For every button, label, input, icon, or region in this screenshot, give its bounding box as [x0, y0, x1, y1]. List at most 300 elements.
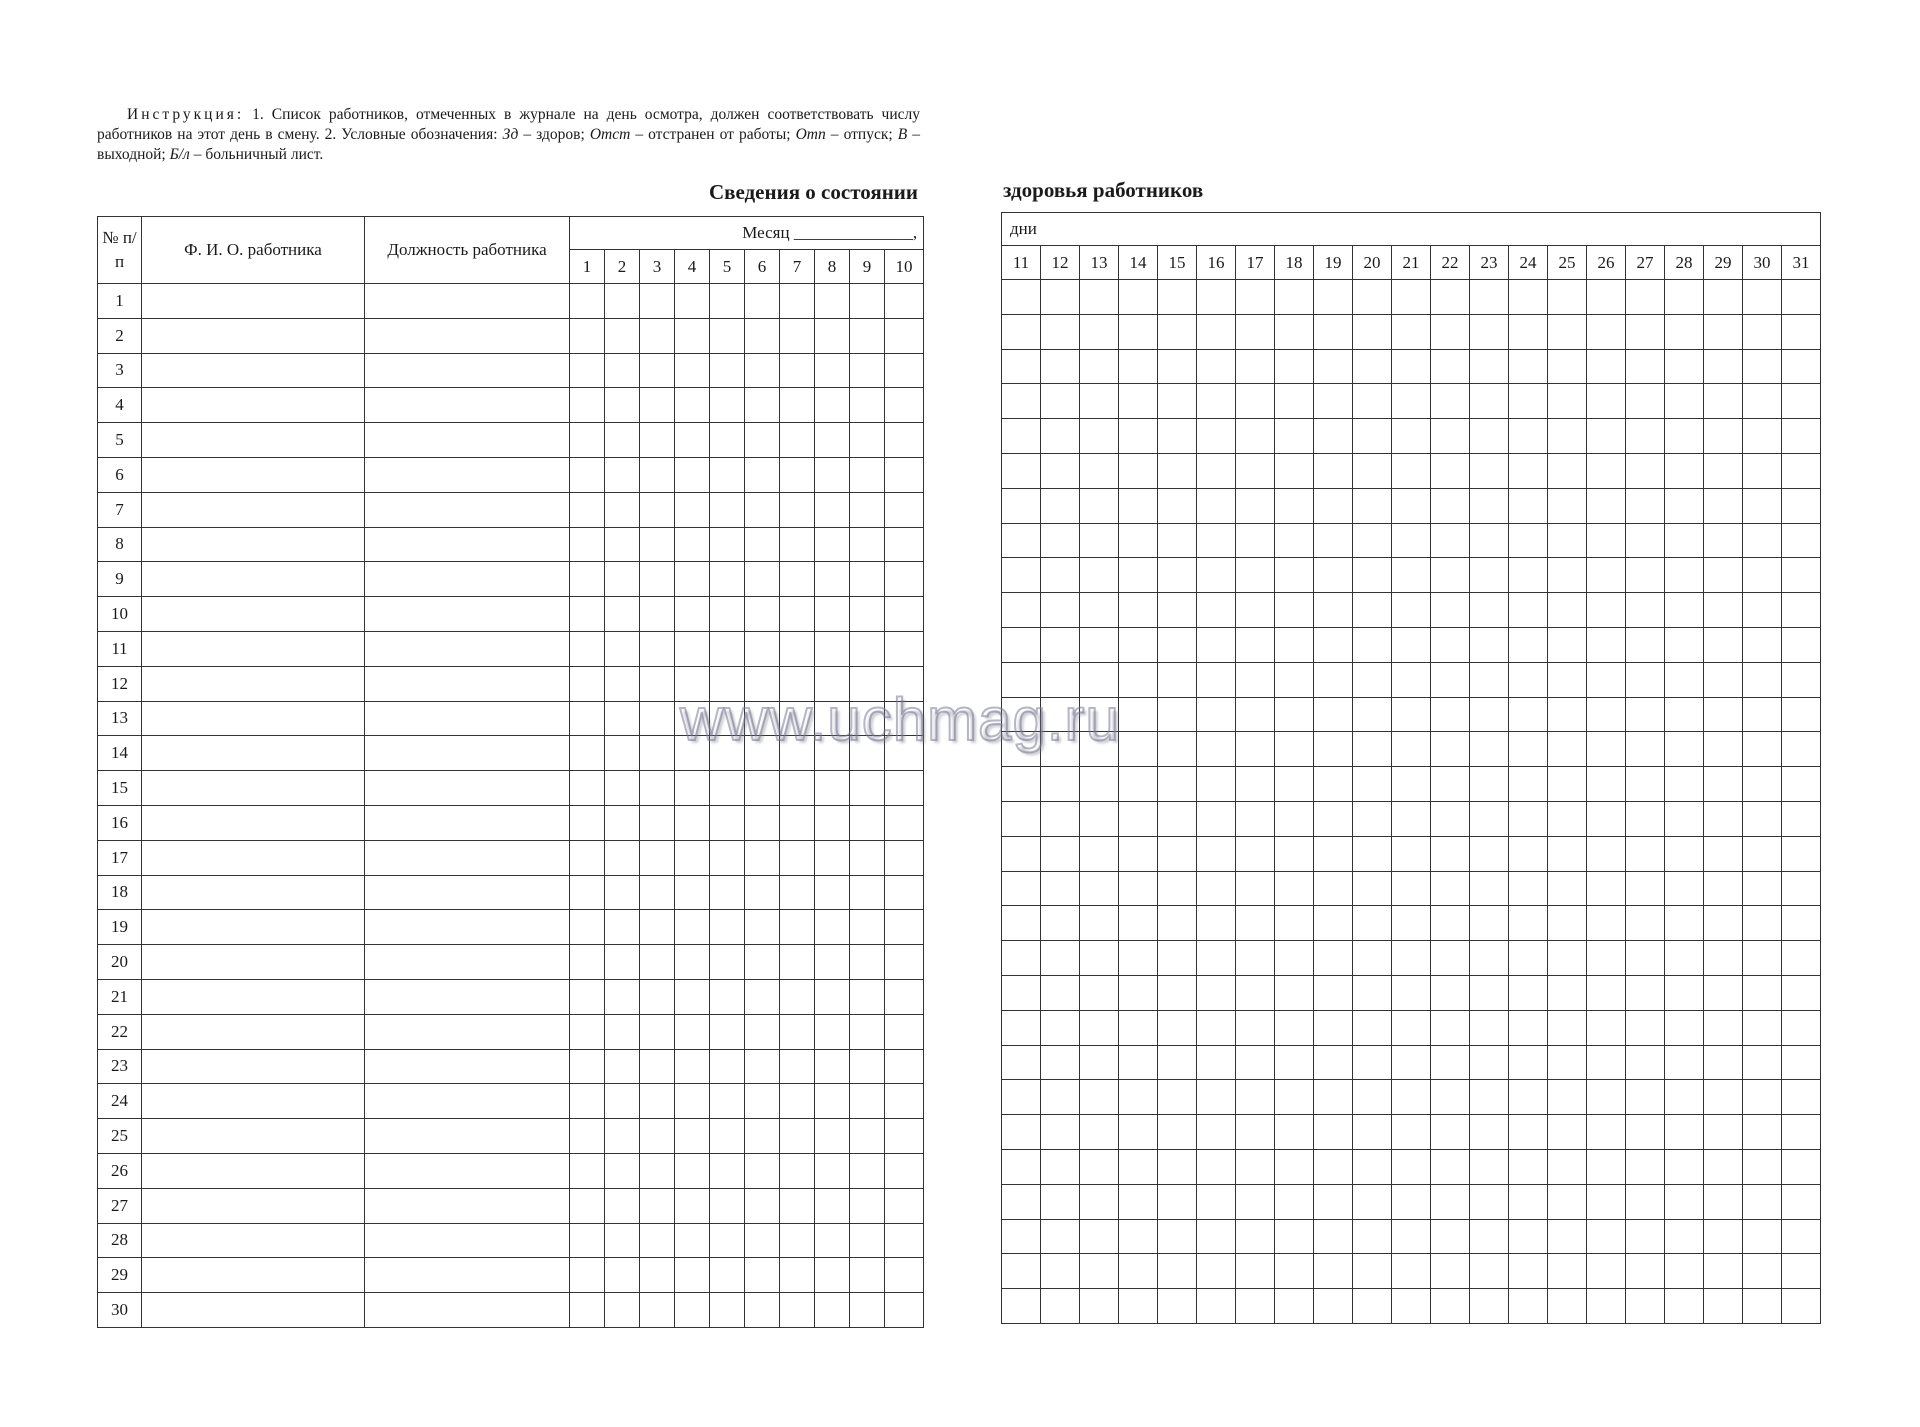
day-cell[interactable]	[640, 457, 675, 492]
day-cell[interactable]	[1275, 1080, 1314, 1115]
day-cell[interactable]	[1158, 558, 1197, 593]
day-cell[interactable]	[1275, 349, 1314, 384]
day-cell[interactable]	[605, 805, 640, 840]
day-cell[interactable]	[1743, 975, 1782, 1010]
day-cell[interactable]	[850, 979, 885, 1014]
day-cell[interactable]	[745, 945, 780, 980]
day-cell[interactable]	[605, 875, 640, 910]
day-cell[interactable]	[1197, 975, 1236, 1010]
day-cell[interactable]	[1197, 349, 1236, 384]
day-cell[interactable]	[885, 284, 924, 319]
day-cell[interactable]	[780, 1223, 815, 1258]
day-cell[interactable]	[1314, 1010, 1353, 1045]
day-cell[interactable]	[1743, 662, 1782, 697]
day-cell[interactable]	[745, 527, 780, 562]
day-cell[interactable]	[1275, 801, 1314, 836]
day-cell[interactable]	[1587, 697, 1626, 732]
day-cell[interactable]	[1743, 1080, 1782, 1115]
day-cell[interactable]	[1080, 801, 1119, 836]
day-cell[interactable]	[1314, 941, 1353, 976]
position-cell[interactable]	[365, 318, 570, 353]
day-cell[interactable]	[1158, 593, 1197, 628]
day-cell[interactable]	[640, 284, 675, 319]
day-cell[interactable]	[1197, 662, 1236, 697]
name-cell[interactable]	[142, 1188, 365, 1223]
day-cell[interactable]	[1392, 419, 1431, 454]
day-cell[interactable]	[1743, 1010, 1782, 1045]
day-cell[interactable]	[1704, 697, 1743, 732]
day-cell[interactable]	[1509, 419, 1548, 454]
day-cell[interactable]	[1158, 906, 1197, 941]
position-cell[interactable]	[365, 979, 570, 1014]
day-cell[interactable]	[815, 805, 850, 840]
day-cell[interactable]	[1431, 1045, 1470, 1080]
day-cell[interactable]	[1314, 1045, 1353, 1080]
day-cell[interactable]	[745, 457, 780, 492]
day-cell[interactable]	[1431, 1289, 1470, 1324]
day-cell[interactable]	[1236, 453, 1275, 488]
day-cell[interactable]	[1587, 1289, 1626, 1324]
day-cell[interactable]	[1626, 349, 1665, 384]
day-cell[interactable]	[1548, 1219, 1587, 1254]
day-cell[interactable]	[1119, 1289, 1158, 1324]
day-cell[interactable]	[1353, 1184, 1392, 1219]
day-cell[interactable]	[675, 1014, 710, 1049]
day-cell[interactable]	[850, 388, 885, 423]
day-cell[interactable]	[1236, 558, 1275, 593]
day-cell[interactable]	[1704, 1219, 1743, 1254]
day-cell[interactable]	[1119, 767, 1158, 802]
day-cell[interactable]	[850, 353, 885, 388]
day-cell[interactable]	[1509, 975, 1548, 1010]
day-cell[interactable]	[1626, 975, 1665, 1010]
day-cell[interactable]	[1275, 1045, 1314, 1080]
day-cell[interactable]	[885, 1153, 924, 1188]
day-cell[interactable]	[605, 1119, 640, 1154]
day-cell[interactable]	[1002, 593, 1041, 628]
day-cell[interactable]	[1275, 523, 1314, 558]
position-cell[interactable]	[365, 771, 570, 806]
day-cell[interactable]	[1431, 1080, 1470, 1115]
day-cell[interactable]	[1314, 627, 1353, 662]
day-cell[interactable]	[1080, 1115, 1119, 1150]
day-cell[interactable]	[640, 1084, 675, 1119]
day-cell[interactable]	[710, 945, 745, 980]
day-cell[interactable]	[1353, 1115, 1392, 1150]
day-cell[interactable]	[1587, 836, 1626, 871]
day-cell[interactable]	[1041, 941, 1080, 976]
day-cell[interactable]	[850, 1293, 885, 1328]
day-cell[interactable]	[745, 1258, 780, 1293]
day-cell[interactable]	[1041, 1219, 1080, 1254]
day-cell[interactable]	[1275, 1149, 1314, 1184]
day-cell[interactable]	[1158, 975, 1197, 1010]
day-cell[interactable]	[1782, 1045, 1821, 1080]
day-cell[interactable]	[1392, 941, 1431, 976]
day-cell[interactable]	[745, 318, 780, 353]
day-cell[interactable]	[1392, 1184, 1431, 1219]
day-cell[interactable]	[1626, 593, 1665, 628]
day-cell[interactable]	[675, 771, 710, 806]
day-cell[interactable]	[1626, 801, 1665, 836]
day-cell[interactable]	[850, 527, 885, 562]
day-cell[interactable]	[675, 492, 710, 527]
day-cell[interactable]	[710, 805, 745, 840]
day-cell[interactable]	[1080, 1149, 1119, 1184]
day-cell[interactable]	[1119, 1219, 1158, 1254]
day-cell[interactable]	[1431, 280, 1470, 315]
day-cell[interactable]	[1704, 1115, 1743, 1150]
day-cell[interactable]	[1587, 1149, 1626, 1184]
day-cell[interactable]	[1665, 1010, 1704, 1045]
day-cell[interactable]	[1665, 1149, 1704, 1184]
day-cell[interactable]	[1743, 941, 1782, 976]
day-cell[interactable]	[885, 945, 924, 980]
day-cell[interactable]	[710, 318, 745, 353]
day-cell[interactable]	[640, 805, 675, 840]
day-cell[interactable]	[1158, 801, 1197, 836]
day-cell[interactable]	[570, 631, 605, 666]
day-cell[interactable]	[1470, 1115, 1509, 1150]
day-cell[interactable]	[1041, 419, 1080, 454]
day-cell[interactable]	[1158, 523, 1197, 558]
day-cell[interactable]	[1626, 523, 1665, 558]
day-cell[interactable]	[1704, 767, 1743, 802]
day-cell[interactable]	[570, 736, 605, 771]
day-cell[interactable]	[1470, 523, 1509, 558]
day-cell[interactable]	[1509, 1289, 1548, 1324]
day-cell[interactable]	[1158, 384, 1197, 419]
day-cell[interactable]	[780, 527, 815, 562]
day-cell[interactable]	[1080, 314, 1119, 349]
day-cell[interactable]	[1314, 314, 1353, 349]
day-cell[interactable]	[1704, 627, 1743, 662]
name-cell[interactable]	[142, 771, 365, 806]
position-cell[interactable]	[365, 423, 570, 458]
day-cell[interactable]	[885, 1293, 924, 1328]
day-cell[interactable]	[1665, 488, 1704, 523]
day-cell[interactable]	[1743, 558, 1782, 593]
day-cell[interactable]	[1626, 1219, 1665, 1254]
day-cell[interactable]	[1197, 627, 1236, 662]
day-cell[interactable]	[1353, 975, 1392, 1010]
position-cell[interactable]	[365, 805, 570, 840]
day-cell[interactable]	[710, 1084, 745, 1119]
day-cell[interactable]	[1665, 1184, 1704, 1219]
day-cell[interactable]	[1080, 488, 1119, 523]
day-cell[interactable]	[1314, 488, 1353, 523]
day-cell[interactable]	[675, 875, 710, 910]
day-cell[interactable]	[1587, 384, 1626, 419]
day-cell[interactable]	[745, 1014, 780, 1049]
day-cell[interactable]	[1587, 1184, 1626, 1219]
day-cell[interactable]	[850, 1014, 885, 1049]
day-cell[interactable]	[1665, 906, 1704, 941]
day-cell[interactable]	[710, 1119, 745, 1154]
name-cell[interactable]	[142, 318, 365, 353]
day-cell[interactable]	[1197, 697, 1236, 732]
day-cell[interactable]	[1275, 453, 1314, 488]
day-cell[interactable]	[1626, 1045, 1665, 1080]
day-cell[interactable]	[1509, 523, 1548, 558]
day-cell[interactable]	[780, 1014, 815, 1049]
day-cell[interactable]	[1509, 1184, 1548, 1219]
day-cell[interactable]	[1080, 1010, 1119, 1045]
day-cell[interactable]	[1626, 488, 1665, 523]
day-cell[interactable]	[780, 492, 815, 527]
day-cell[interactable]	[1782, 697, 1821, 732]
day-cell[interactable]	[710, 979, 745, 1014]
day-cell[interactable]	[1587, 975, 1626, 1010]
name-cell[interactable]	[142, 388, 365, 423]
day-cell[interactable]	[1587, 662, 1626, 697]
day-cell[interactable]	[605, 527, 640, 562]
day-cell[interactable]	[1431, 732, 1470, 767]
day-cell[interactable]	[1665, 1080, 1704, 1115]
day-cell[interactable]	[1236, 419, 1275, 454]
day-cell[interactable]	[1470, 280, 1509, 315]
day-cell[interactable]	[1353, 767, 1392, 802]
day-cell[interactable]	[1509, 801, 1548, 836]
day-cell[interactable]	[1314, 1080, 1353, 1115]
day-cell[interactable]	[710, 1049, 745, 1084]
day-cell[interactable]	[1158, 871, 1197, 906]
day-cell[interactable]	[815, 1258, 850, 1293]
day-cell[interactable]	[815, 597, 850, 632]
day-cell[interactable]	[1275, 1219, 1314, 1254]
day-cell[interactable]	[1080, 836, 1119, 871]
day-cell[interactable]	[780, 1188, 815, 1223]
day-cell[interactable]	[640, 318, 675, 353]
day-cell[interactable]	[1002, 627, 1041, 662]
day-cell[interactable]	[570, 492, 605, 527]
day-cell[interactable]	[1236, 836, 1275, 871]
day-cell[interactable]	[745, 597, 780, 632]
day-cell[interactable]	[710, 527, 745, 562]
day-cell[interactable]	[885, 562, 924, 597]
day-cell[interactable]	[1431, 558, 1470, 593]
day-cell[interactable]	[1041, 801, 1080, 836]
day-cell[interactable]	[1080, 871, 1119, 906]
day-cell[interactable]	[605, 701, 640, 736]
day-cell[interactable]	[1587, 349, 1626, 384]
day-cell[interactable]	[605, 492, 640, 527]
day-cell[interactable]	[850, 805, 885, 840]
day-cell[interactable]	[1080, 453, 1119, 488]
day-cell[interactable]	[675, 423, 710, 458]
day-cell[interactable]	[1236, 280, 1275, 315]
day-cell[interactable]	[640, 840, 675, 875]
day-cell[interactable]	[745, 1084, 780, 1119]
day-cell[interactable]	[1002, 523, 1041, 558]
day-cell[interactable]	[780, 805, 815, 840]
day-cell[interactable]	[1080, 419, 1119, 454]
day-cell[interactable]	[1119, 314, 1158, 349]
day-cell[interactable]	[1431, 314, 1470, 349]
day-cell[interactable]	[1275, 593, 1314, 628]
day-cell[interactable]	[1353, 1149, 1392, 1184]
day-cell[interactable]	[1782, 419, 1821, 454]
day-cell[interactable]	[1626, 662, 1665, 697]
day-cell[interactable]	[1392, 801, 1431, 836]
day-cell[interactable]	[745, 1049, 780, 1084]
day-cell[interactable]	[780, 1258, 815, 1293]
day-cell[interactable]	[1041, 558, 1080, 593]
day-cell[interactable]	[1431, 1010, 1470, 1045]
day-cell[interactable]	[1392, 767, 1431, 802]
day-cell[interactable]	[1353, 1219, 1392, 1254]
day-cell[interactable]	[1353, 697, 1392, 732]
day-cell[interactable]	[1119, 1010, 1158, 1045]
day-cell[interactable]	[1782, 280, 1821, 315]
day-cell[interactable]	[1002, 1010, 1041, 1045]
day-cell[interactable]	[1236, 767, 1275, 802]
day-cell[interactable]	[1002, 314, 1041, 349]
day-cell[interactable]	[605, 771, 640, 806]
day-cell[interactable]	[815, 1293, 850, 1328]
day-cell[interactable]	[1470, 1080, 1509, 1115]
day-cell[interactable]	[1548, 627, 1587, 662]
day-cell[interactable]	[570, 910, 605, 945]
day-cell[interactable]	[605, 457, 640, 492]
day-cell[interactable]	[1626, 1115, 1665, 1150]
day-cell[interactable]	[1392, 384, 1431, 419]
day-cell[interactable]	[710, 875, 745, 910]
day-cell[interactable]	[1626, 941, 1665, 976]
day-cell[interactable]	[1470, 767, 1509, 802]
day-cell[interactable]	[780, 1049, 815, 1084]
day-cell[interactable]	[605, 736, 640, 771]
day-cell[interactable]	[1509, 767, 1548, 802]
day-cell[interactable]	[1158, 1254, 1197, 1289]
day-cell[interactable]	[1431, 697, 1470, 732]
day-cell[interactable]	[1548, 558, 1587, 593]
day-cell[interactable]	[1743, 419, 1782, 454]
day-cell[interactable]	[1080, 558, 1119, 593]
day-cell[interactable]	[1314, 1184, 1353, 1219]
day-cell[interactable]	[1587, 593, 1626, 628]
day-cell[interactable]	[710, 423, 745, 458]
day-cell[interactable]	[1782, 1010, 1821, 1045]
day-cell[interactable]	[1119, 1184, 1158, 1219]
day-cell[interactable]	[1041, 627, 1080, 662]
day-cell[interactable]	[1119, 349, 1158, 384]
day-cell[interactable]	[1158, 1149, 1197, 1184]
day-cell[interactable]	[1158, 697, 1197, 732]
name-cell[interactable]	[142, 423, 365, 458]
day-cell[interactable]	[885, 1119, 924, 1154]
day-cell[interactable]	[1197, 1115, 1236, 1150]
day-cell[interactable]	[1509, 349, 1548, 384]
position-cell[interactable]	[365, 701, 570, 736]
day-cell[interactable]	[1665, 384, 1704, 419]
day-cell[interactable]	[885, 388, 924, 423]
day-cell[interactable]	[1431, 523, 1470, 558]
day-cell[interactable]	[745, 840, 780, 875]
day-cell[interactable]	[1587, 767, 1626, 802]
day-cell[interactable]	[1548, 662, 1587, 697]
day-cell[interactable]	[1548, 280, 1587, 315]
day-cell[interactable]	[1509, 836, 1548, 871]
position-cell[interactable]	[365, 1084, 570, 1119]
day-cell[interactable]	[570, 423, 605, 458]
day-cell[interactable]	[675, 1119, 710, 1154]
day-cell[interactable]	[1353, 523, 1392, 558]
day-cell[interactable]	[1002, 1289, 1041, 1324]
position-cell[interactable]	[365, 284, 570, 319]
day-cell[interactable]	[1041, 453, 1080, 488]
name-cell[interactable]	[142, 1258, 365, 1293]
day-cell[interactable]	[1665, 280, 1704, 315]
day-cell[interactable]	[1275, 488, 1314, 523]
day-cell[interactable]	[1392, 1219, 1431, 1254]
day-cell[interactable]	[1470, 697, 1509, 732]
day-cell[interactable]	[1080, 941, 1119, 976]
day-cell[interactable]	[1743, 1115, 1782, 1150]
day-cell[interactable]	[1431, 836, 1470, 871]
day-cell[interactable]	[1041, 1149, 1080, 1184]
day-cell[interactable]	[1080, 523, 1119, 558]
position-cell[interactable]	[365, 1258, 570, 1293]
day-cell[interactable]	[745, 805, 780, 840]
day-cell[interactable]	[1509, 593, 1548, 628]
day-cell[interactable]	[1548, 906, 1587, 941]
day-cell[interactable]	[1587, 419, 1626, 454]
day-cell[interactable]	[1158, 1184, 1197, 1219]
day-cell[interactable]	[1353, 1010, 1392, 1045]
day-cell[interactable]	[1587, 801, 1626, 836]
day-cell[interactable]	[1782, 941, 1821, 976]
day-cell[interactable]	[1548, 1254, 1587, 1289]
day-cell[interactable]	[1392, 453, 1431, 488]
day-cell[interactable]	[1197, 1219, 1236, 1254]
day-cell[interactable]	[850, 318, 885, 353]
day-cell[interactable]	[1704, 488, 1743, 523]
day-cell[interactable]	[1080, 1289, 1119, 1324]
day-cell[interactable]	[1197, 453, 1236, 488]
day-cell[interactable]	[675, 597, 710, 632]
day-cell[interactable]	[1470, 1184, 1509, 1219]
day-cell[interactable]	[815, 527, 850, 562]
name-cell[interactable]	[142, 1084, 365, 1119]
day-cell[interactable]	[850, 1258, 885, 1293]
day-cell[interactable]	[1275, 906, 1314, 941]
day-cell[interactable]	[605, 1188, 640, 1223]
day-cell[interactable]	[1197, 314, 1236, 349]
day-cell[interactable]	[640, 388, 675, 423]
day-cell[interactable]	[1158, 836, 1197, 871]
day-cell[interactable]	[780, 318, 815, 353]
day-cell[interactable]	[1548, 767, 1587, 802]
day-cell[interactable]	[1392, 662, 1431, 697]
day-cell[interactable]	[1002, 1045, 1041, 1080]
day-cell[interactable]	[1392, 1254, 1431, 1289]
day-cell[interactable]	[885, 979, 924, 1014]
day-cell[interactable]	[815, 492, 850, 527]
day-cell[interactable]	[710, 388, 745, 423]
day-cell[interactable]	[1158, 453, 1197, 488]
day-cell[interactable]	[1314, 871, 1353, 906]
name-cell[interactable]	[142, 875, 365, 910]
day-cell[interactable]	[1353, 627, 1392, 662]
day-cell[interactable]	[1197, 593, 1236, 628]
day-cell[interactable]	[1782, 523, 1821, 558]
day-cell[interactable]	[1236, 941, 1275, 976]
day-cell[interactable]	[1392, 871, 1431, 906]
day-cell[interactable]	[1665, 1254, 1704, 1289]
day-cell[interactable]	[675, 945, 710, 980]
day-cell[interactable]	[1626, 836, 1665, 871]
